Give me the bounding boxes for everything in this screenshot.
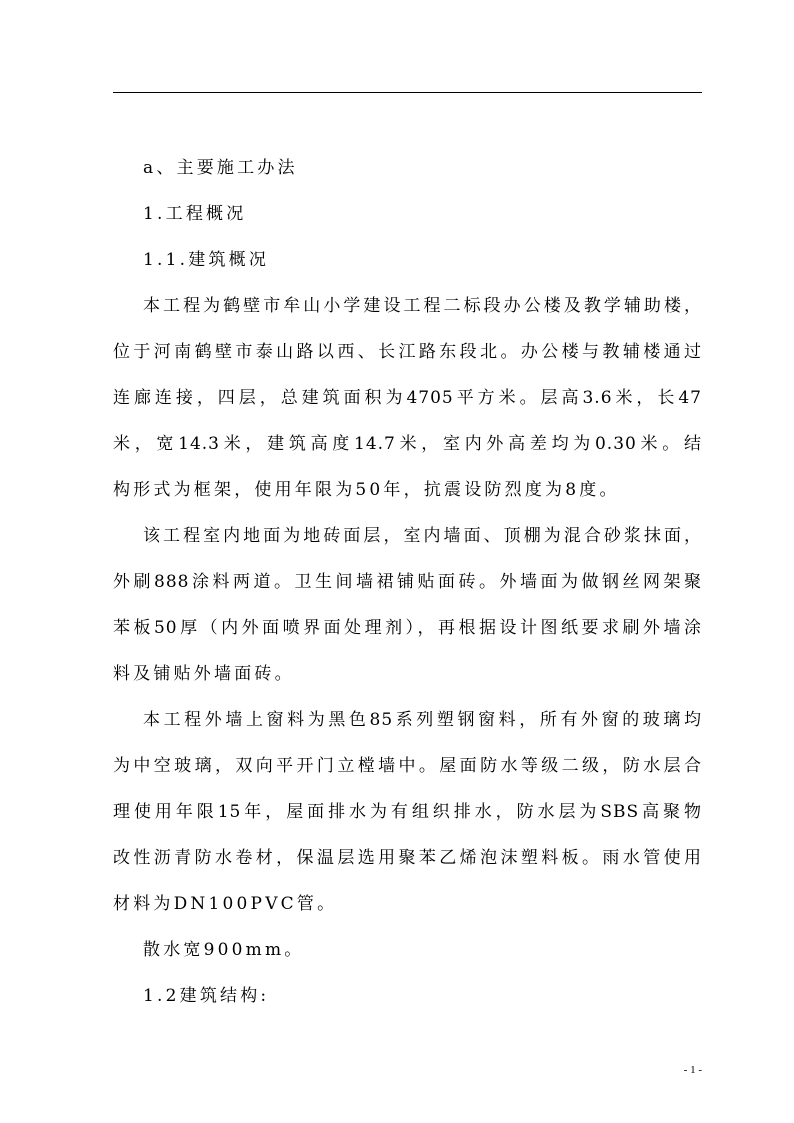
document-body [113,145,702,1019]
paragraph-line: 本工程为鹤壁市牟山小学建设工程二标段办公楼及教学辅助楼， [143,296,702,316]
paragraph-line: 位于河南鹤壁市泰山路以西、长江路东段北。办公楼与教辅楼通过 [113,342,702,362]
subsection-heading: 1.工程概况 [143,204,247,224]
paragraph-line: 构形式为框架，使用年限为50年，抗震设防烈度为8度。 [113,480,620,500]
paragraph-line: 该工程室内地面为地砖面层，室内墙面、顶棚为混合砂浆抹面， [143,526,702,546]
section-heading: a、主要施工办法 [143,158,298,178]
paragraph-line: 连廊连接，四层，总建筑面积为4705平方米。层高3.6米，长47 [113,388,702,408]
paragraph-line: 苯板50厚（内外面喷界面处理剂），再根据设计图纸要求刷外墙涂 [113,618,702,638]
subsection-heading: 1.2建筑结构: [143,986,270,1006]
paragraph-line: 材料为DN100PVC管。 [113,894,338,914]
paragraph-line: 为中空玻璃，双向平开门立樘墙中。屋面防水等级二级，防水层合 [113,756,702,776]
paragraph-line: 改性沥青防水卷材，保温层选用聚苯乙烯泡沫塑料板。雨水管使用 [113,848,702,868]
paragraph-line: 理使用年限15年，屋面排水为有组织排水，防水层为SBS高聚物 [113,802,702,822]
paragraph-line: 本工程外墙上窗料为黑色85系列塑钢窗料，所有外窗的玻璃均 [143,710,702,730]
paragraph-line: 散水宽900mm。 [143,940,305,960]
paragraph-line: 米，宽14.3米，建筑高度14.7米，室内外高差均为0.30米。结 [113,434,702,454]
header-rule [113,92,702,93]
paragraph-line: 外刷888涂料两道。卫生间墙裙铺贴面砖。外墙面为做钢丝网架聚 [113,572,702,592]
paragraph-line: 料及铺贴外墙面砖。 [113,664,295,684]
subsection-heading: 1.1.建筑概况 [143,250,270,270]
page-number: - 1 - [683,1064,702,1076]
